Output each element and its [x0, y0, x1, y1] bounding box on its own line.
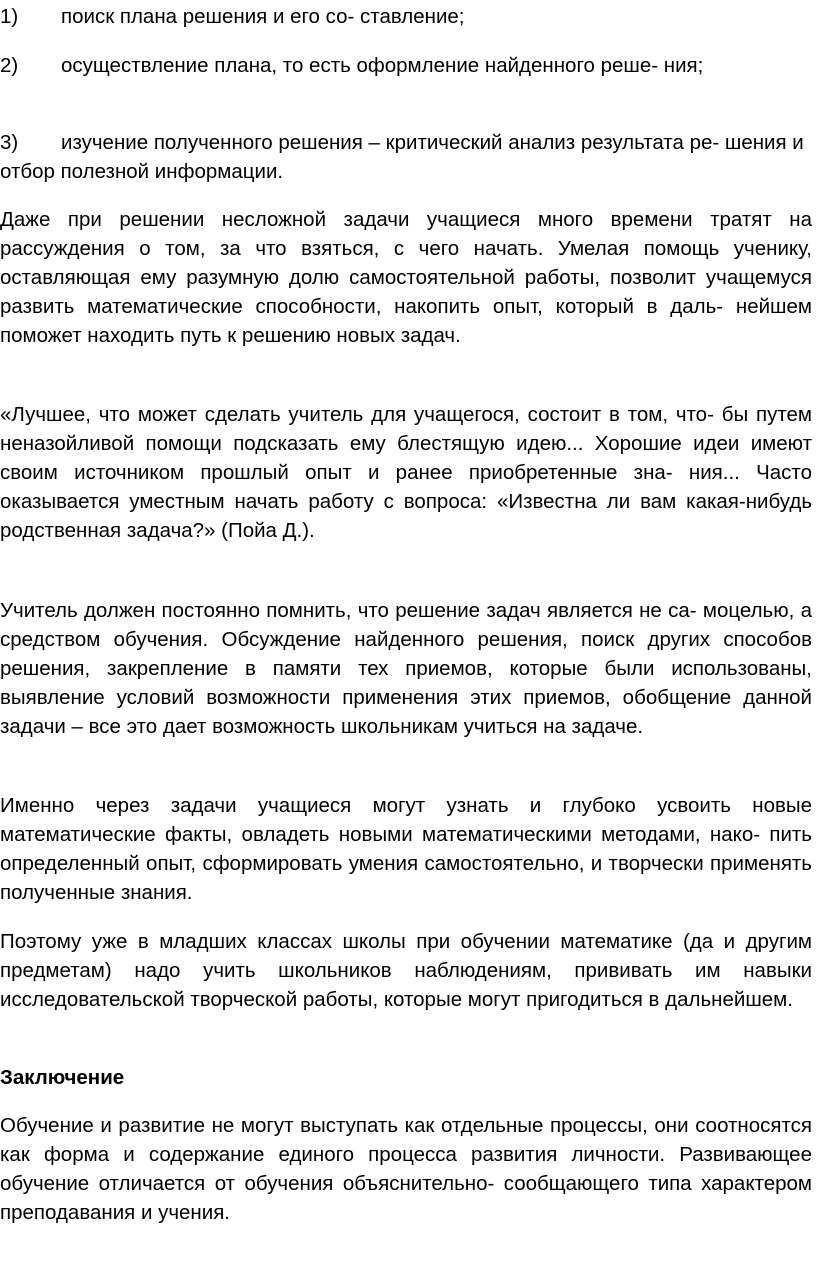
paragraph-4: Именно через задачи учащиеся могут узнать и глубоко усвоить новые математические факты, овладеть новыми математическими методами, нако- пить определенный опыт, сформировать умения самостоятельно, и творчески применять полученные знания. [0, 794, 812, 904]
paragraph-quote: «Лучшее, что может сделать учитель для учащегося, состоит в том, что- бы путем неназойливой помощи подсказать ему блестящую идею... Хорошие идеи имеют своим источником прошлый опыт и ранее приобретенные зна- ния... Часто оказывается уместным начать работу с вопроса: «Известна ли вам какая-нибудь родственная задача?» (Пойа Д.). [0, 403, 812, 542]
list-item-1 [0, 2, 812, 31]
list-number: 1) [0, 5, 19, 28]
paragraph-1: Даже при решении несложной задачи учащиеся много времени тратят на рассуждения о том, за что взяться, с чего начать. Умелая помощь ученику, оставляющая ему разумную долю самостоятельной работы, позволит учащемуся развить математические способности, накопить опыт, который в даль- нейшем поможет находить путь к решению новых задач. [0, 208, 812, 347]
list-text: осуществление плана, то есть оформление найденного реше- ния; [61, 54, 704, 77]
list-item-2 [0, 51, 812, 80]
conclusion-text: Обучение и развитие не могут выступать как отдельные процессы, они соотносятся как форма и содержание единого процесса развития личности. Развивающее обучение отличается от обучения объяснительно- сообщающего типа характером преподавания и учения. [0, 1114, 812, 1224]
list-text: изучение полученного решения – критический анализ результата ре- шения и отбор полезной информации. [0, 131, 804, 183]
conclusion-heading: Заключение [0, 1066, 125, 1089]
paragraph-3: Учитель должен постоянно помнить, что решение задач является не са- моцелью, а средством обучения. Обсуждение найденного решения, поиск других способов решения, закрепление в памяти тех приемов, которые были использованы, выявление условий возможности применения этих приемов, обобщение данной задачи – все это дает возможность школьникам учиться на задаче. [0, 599, 812, 738]
list-text: поиск плана решения и его со- ставление; [61, 5, 465, 28]
list-item-3 [0, 128, 812, 186]
list-number: 2) [0, 54, 19, 77]
list-number: 3) [0, 131, 19, 154]
paragraph-5: Поэтому уже в младших классах школы при обучении математике (да и другим предметам) надо учить школьников наблюдениям, прививать им навыки исследовательской творческой работы, которые могут пригодиться в дальнейшем. [0, 930, 812, 1011]
